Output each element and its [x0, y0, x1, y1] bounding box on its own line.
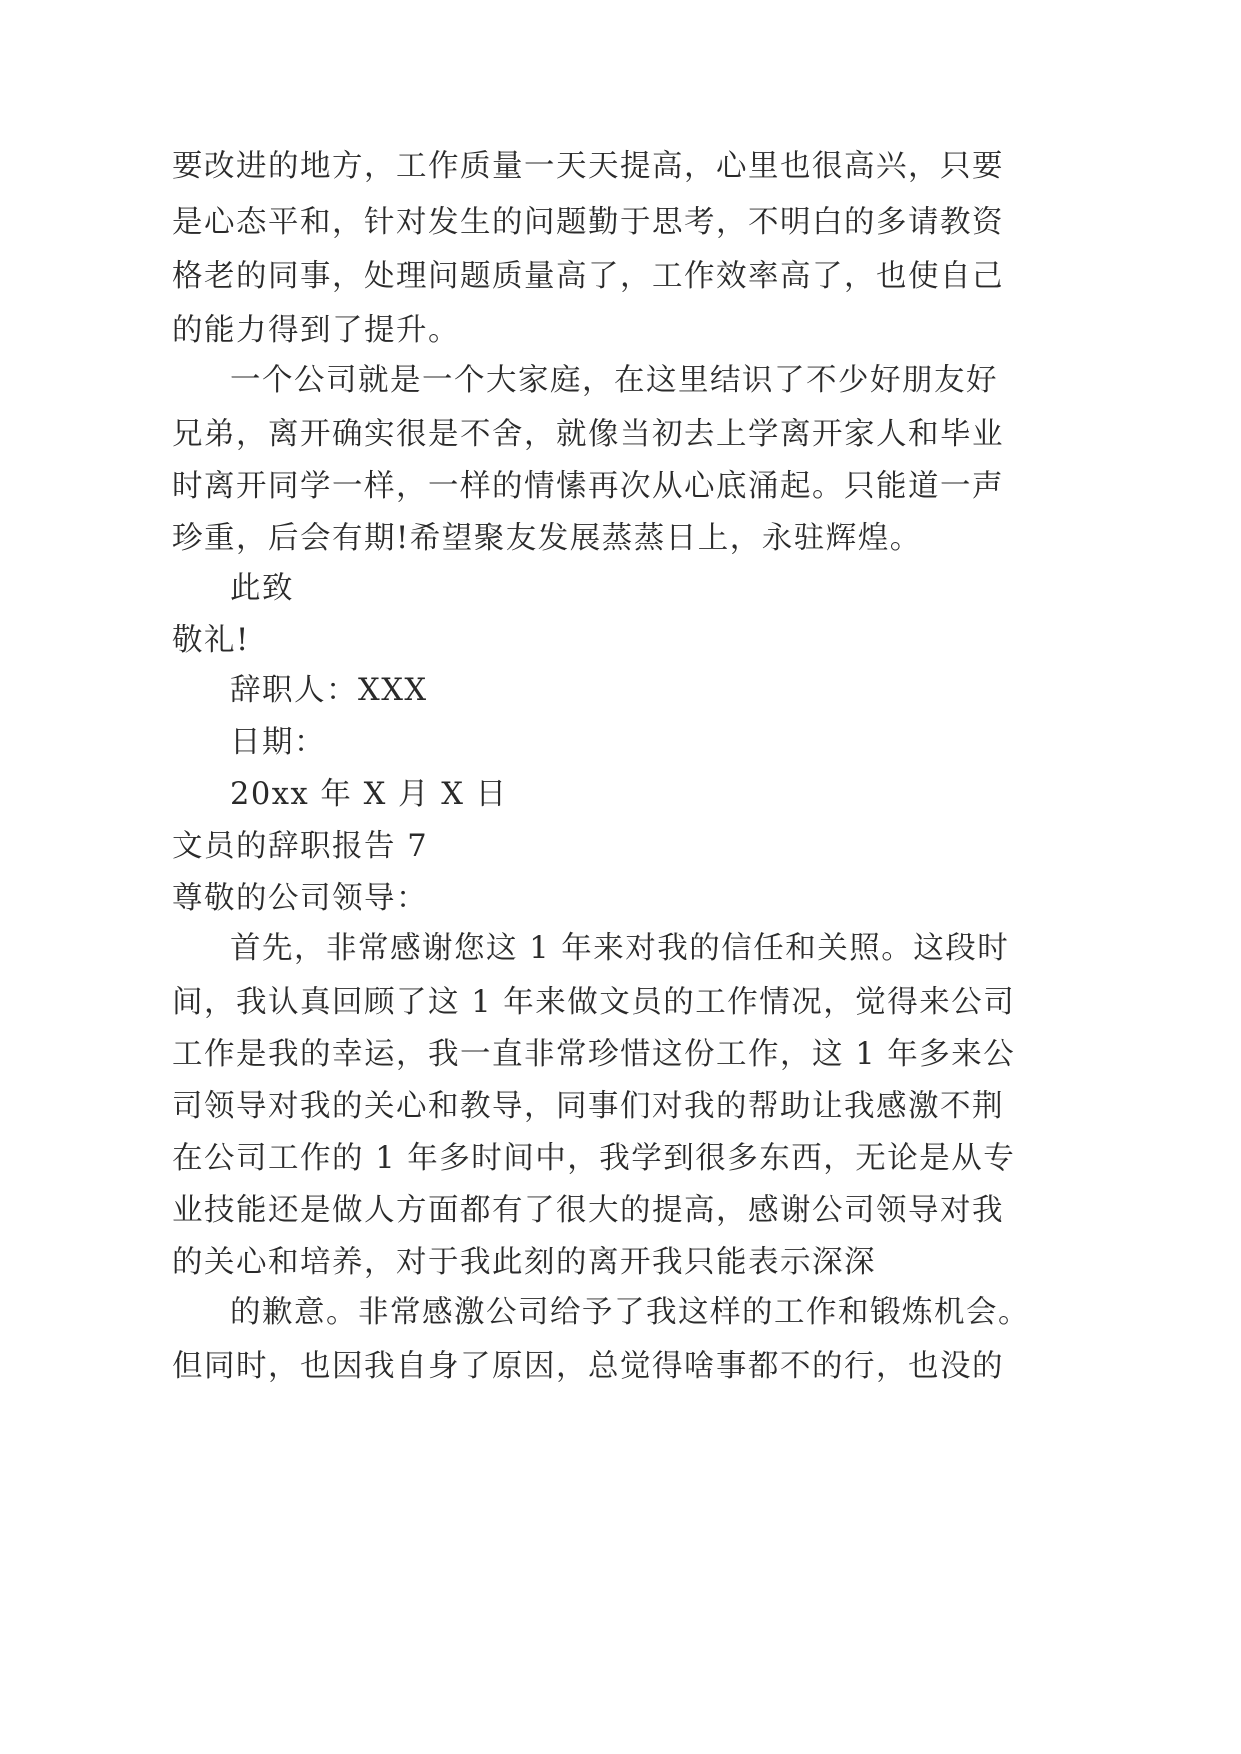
paragraph-line: 格老的同事，处理问题质量高了，工作效率高了，也使自己 [172, 259, 1004, 294]
paragraph-line: 时离开同学一样，一样的情愫再次从心底涌起。只能道一声 [172, 469, 1004, 504]
resigner-line: 辞职人：XXX [230, 673, 428, 708]
date-label: 日期： [230, 725, 326, 760]
paragraph-line: 珍重，后会有期!希望聚友发展蒸蒸日上，永驻辉煌。 [172, 521, 922, 556]
paragraph-line: 的歉意。非常感激公司给予了我这样的工作和锻炼机会。 [230, 1295, 1030, 1330]
paragraph-line: 在公司工作的 1 年多时间中，我学到很多东西，无论是从专 [172, 1141, 1016, 1176]
paragraph-line: 兄弟，离开确实很是不舍，就像当初去上学离开家人和毕业 [172, 417, 1004, 452]
paragraph-line: 间，我认真回顾了这 1 年来做文员的工作情况，觉得来公司 [172, 985, 1016, 1020]
paragraph-line: 一个公司就是一个大家庭，在这里结识了不少好朋友好 [230, 363, 998, 398]
paragraph-line: 司领导对我的关心和教导，同事们对我的帮助让我感激不荆 [172, 1089, 1004, 1124]
paragraph-line: 要改进的地方，工作质量一天天提高，心里也很高兴，只要 [172, 149, 1004, 184]
paragraph-line: 是心态平和，针对发生的问题勤于思考，不明白的多请教资 [172, 205, 1004, 240]
salutation: 尊敬的公司领导： [172, 881, 428, 916]
paragraph-line: 的关心和培养，对于我此刻的离开我只能表示深深 [172, 1245, 876, 1280]
paragraph-line: 但同时，也因我自身了原因，总觉得啥事都不的行，也没的 [172, 1349, 1004, 1384]
paragraph-line: 业技能还是做人方面都有了很大的提高，感谢公司领导对我 [172, 1193, 1004, 1228]
closing-jingli: 敬礼! [172, 623, 250, 658]
closing-cizhi: 此致 [230, 571, 294, 606]
section-title: 文员的辞职报告 7 [172, 829, 429, 864]
paragraph-line: 的能力得到了提升。 [172, 313, 460, 348]
date-value: 20xx 年 X 月 X 日 [230, 777, 508, 812]
paragraph-line: 工作是我的幸运，我一直非常珍惜这份工作，这 1 年多来公 [172, 1037, 1016, 1072]
paragraph-line: 首先，非常感谢您这 1 年来对我的信任和关照。这段时 [230, 931, 1010, 966]
